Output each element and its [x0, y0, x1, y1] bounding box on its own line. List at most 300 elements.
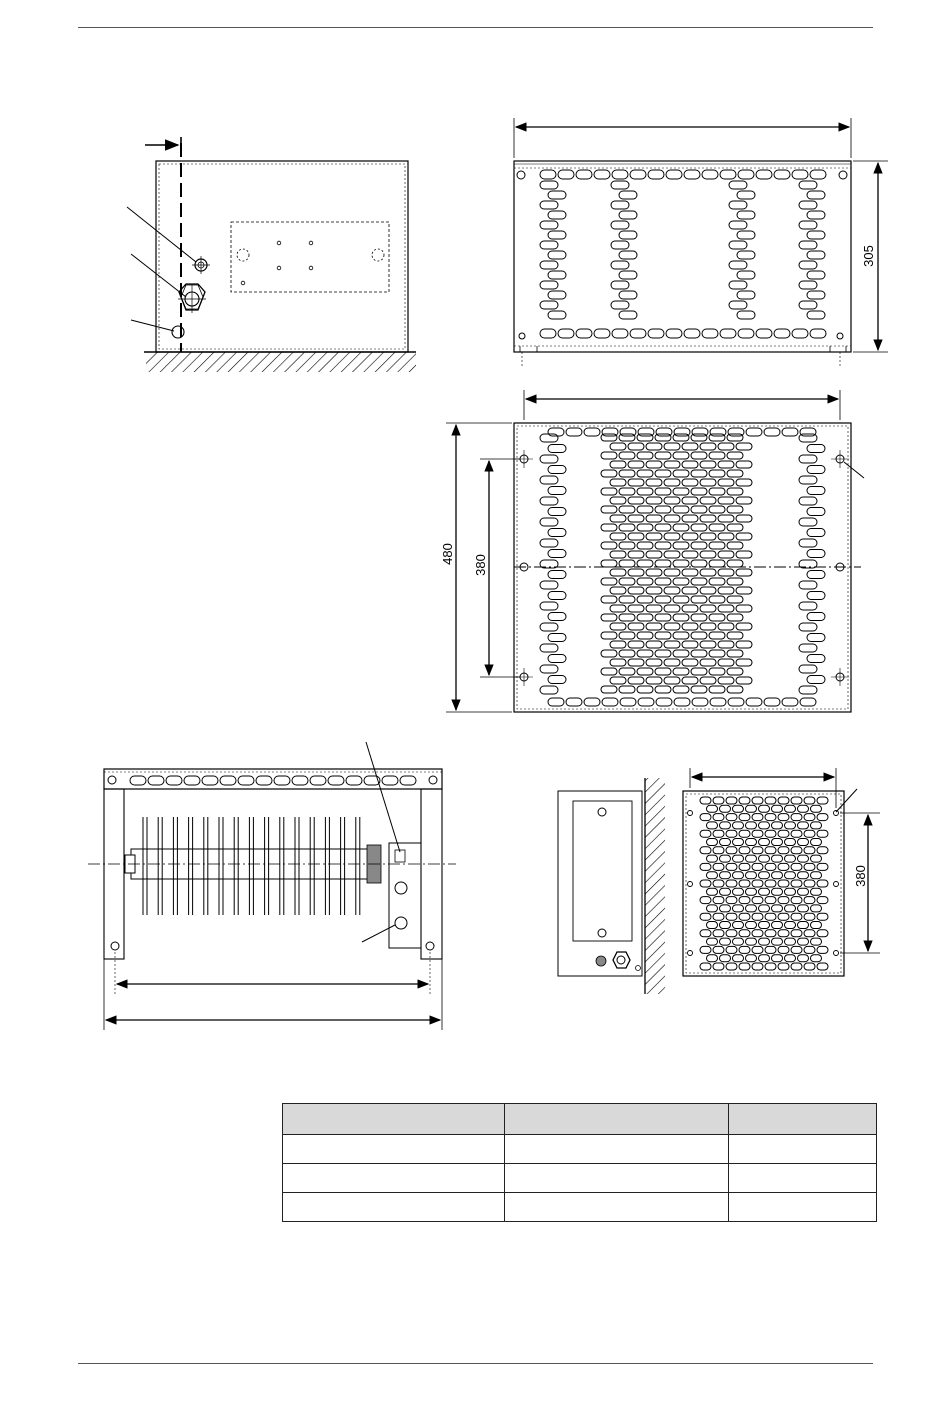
vent-slot — [130, 776, 146, 785]
vent-slot — [799, 301, 817, 309]
vent-slot — [746, 905, 757, 912]
vent-slot — [540, 539, 558, 547]
vent-slot — [807, 311, 825, 319]
vent-slot — [785, 888, 796, 895]
vent-slot — [610, 569, 626, 576]
vent-slot — [739, 847, 750, 854]
vent-slot — [799, 261, 817, 269]
vent-slot — [540, 281, 558, 289]
side-view — [127, 137, 416, 372]
vent-slot — [718, 677, 734, 684]
vent-slot — [720, 872, 731, 879]
vent-slot — [540, 581, 558, 589]
earth-stud — [172, 326, 184, 338]
vent-slot — [736, 659, 752, 666]
vent-slot — [548, 550, 566, 558]
vent-slot — [637, 578, 653, 585]
vent-slot — [682, 497, 698, 504]
vent-slot — [791, 847, 802, 854]
vent-slot — [799, 201, 817, 209]
vent-slot — [611, 301, 629, 309]
vent-slot — [727, 524, 743, 531]
vent-slot — [804, 814, 815, 821]
vent-slot — [700, 515, 716, 522]
vent-slot — [759, 839, 770, 846]
vent-slot — [328, 776, 344, 785]
vent-slot — [791, 913, 802, 920]
vent-slot — [540, 665, 558, 673]
vent-slot — [752, 897, 763, 904]
dim-label-305: 305 — [861, 245, 876, 267]
vent-slot — [733, 938, 744, 945]
vent-slot — [737, 211, 755, 219]
vent-slot — [584, 698, 600, 706]
vent-slot — [772, 888, 783, 895]
vent-slot — [619, 668, 635, 675]
vent-slot — [726, 880, 737, 887]
vent-slot — [737, 231, 755, 239]
vent-slot — [700, 946, 711, 953]
vent-slot — [736, 533, 752, 540]
vent-slot — [733, 955, 744, 962]
vent-slot — [691, 524, 707, 531]
vent-slot — [737, 271, 755, 279]
vent-slot — [752, 830, 763, 837]
vent-slot — [785, 955, 796, 962]
vent-slot — [817, 930, 828, 937]
vent-slot — [729, 221, 747, 229]
vent-slot — [718, 605, 734, 612]
table-cell — [505, 1164, 729, 1193]
vent-slot — [817, 797, 828, 804]
vent-slot — [611, 181, 629, 189]
vent-slot — [752, 913, 763, 920]
vent-slot — [400, 776, 416, 785]
vent-slot — [655, 596, 671, 603]
vent-slot — [804, 830, 815, 837]
vent-slot — [804, 913, 815, 920]
vent-slot — [655, 506, 671, 513]
vent-slot — [772, 822, 783, 829]
vent-slot — [772, 872, 783, 879]
vent-slot — [382, 776, 398, 785]
vent-slot — [602, 698, 618, 706]
vent-slot — [710, 698, 726, 706]
vent-slot — [799, 497, 817, 505]
vent-slot — [733, 855, 744, 862]
vent-slot — [682, 587, 698, 594]
vent-slot — [700, 659, 716, 666]
vent-slot — [709, 452, 725, 459]
vent-slot — [729, 181, 747, 189]
bottom-rule — [78, 1363, 873, 1364]
vent-slot — [746, 822, 757, 829]
vent-slot — [778, 814, 789, 821]
vent-slot — [791, 814, 802, 821]
table-cell — [283, 1164, 505, 1193]
vent-slot — [619, 506, 635, 513]
vent-slot — [738, 170, 754, 179]
vent-slot — [804, 797, 815, 804]
vent-slot — [765, 830, 776, 837]
vent-slot — [811, 938, 822, 945]
vent-slot — [691, 686, 707, 693]
vent-slot — [782, 698, 798, 706]
vent-slot — [756, 329, 772, 338]
vent-slot — [540, 261, 558, 269]
vent-slot — [601, 560, 617, 567]
vent-slot — [709, 488, 725, 495]
vent-slot — [700, 623, 716, 630]
vent-slot — [726, 847, 737, 854]
vent-slot — [778, 946, 789, 953]
vent-slot — [630, 329, 646, 338]
vent-slot — [713, 797, 724, 804]
vent-slot — [691, 560, 707, 567]
vent-slot — [346, 776, 362, 785]
vent-slot — [817, 863, 828, 870]
vent-slot — [682, 461, 698, 468]
vent-slot — [610, 443, 626, 450]
vent-slot — [601, 596, 617, 603]
vent-slot — [619, 291, 637, 299]
vent-slot — [619, 614, 635, 621]
vent-slot — [601, 650, 617, 657]
vent-slot — [791, 797, 802, 804]
vent-slot — [166, 776, 182, 785]
vent-slot — [720, 922, 731, 929]
vent-slot — [720, 805, 731, 812]
vent-slot — [718, 479, 734, 486]
vent-slot — [778, 963, 789, 970]
vent-slot — [691, 668, 707, 675]
vent-slot — [184, 776, 200, 785]
vent-slot — [807, 592, 825, 600]
vent-slot — [804, 946, 815, 953]
vent-slot — [637, 614, 653, 621]
vent-slot — [774, 329, 790, 338]
vent-slot — [619, 470, 635, 477]
vent-slot — [612, 329, 628, 338]
vent-slot — [804, 897, 815, 904]
vent-slot — [558, 329, 574, 338]
vent-slot — [692, 698, 708, 706]
vent-slot — [619, 251, 637, 259]
side-view-housing-inner — [159, 164, 405, 349]
vent-slot — [611, 261, 629, 269]
vent-slot — [700, 587, 716, 594]
vent-slot — [628, 461, 644, 468]
vent-slot — [811, 955, 822, 962]
vent-slot — [256, 776, 272, 785]
vent-slot — [817, 880, 828, 887]
vent-slot — [548, 655, 566, 663]
vent-slot — [811, 905, 822, 912]
front-view — [514, 118, 888, 366]
vent-slot — [811, 855, 822, 862]
vent-slot — [637, 596, 653, 603]
vent-slot — [548, 211, 566, 219]
vent-slot — [700, 963, 711, 970]
vent-slot — [202, 776, 218, 785]
vent-slot — [655, 650, 671, 657]
vent-slot — [707, 938, 718, 945]
small-unit-side-view — [558, 778, 665, 994]
vent-slot — [664, 605, 680, 612]
vent-slot — [682, 479, 698, 486]
vent-slot — [718, 497, 734, 504]
vent-slot — [778, 930, 789, 937]
vent-slot — [548, 271, 566, 279]
vent-slot — [691, 614, 707, 621]
vent-slot — [807, 655, 825, 663]
vent-slot — [720, 888, 731, 895]
vent-slot — [752, 797, 763, 804]
vent-slot — [799, 476, 817, 484]
vent-slot — [610, 533, 626, 540]
vent-slot — [540, 644, 558, 652]
vent-slot — [804, 930, 815, 937]
vent-slot — [611, 281, 629, 289]
vent-slot — [778, 797, 789, 804]
vent-slot — [707, 855, 718, 862]
vent-slot — [682, 443, 698, 450]
vent-slot — [727, 470, 743, 477]
vent-slot — [739, 880, 750, 887]
vent-slot — [739, 930, 750, 937]
vent-slot — [811, 922, 822, 929]
vent-slot — [682, 605, 698, 612]
vent-slot — [673, 524, 689, 531]
vent-slot — [540, 686, 558, 694]
vent-slot — [807, 466, 825, 474]
vent-slot — [799, 281, 817, 289]
vent-slot — [752, 963, 763, 970]
vent-slot — [700, 830, 711, 837]
vent-slot — [628, 533, 644, 540]
vent-slot — [709, 632, 725, 639]
vent-slot — [785, 922, 796, 929]
vent-slot — [637, 506, 653, 513]
vent-slot — [619, 211, 637, 219]
vent-slot — [807, 211, 825, 219]
vent-slot — [684, 170, 700, 179]
vent-slot — [584, 428, 600, 436]
vent-slot — [727, 578, 743, 585]
vent-slot — [759, 855, 770, 862]
vent-slot — [548, 291, 566, 299]
vent-slot — [737, 251, 755, 259]
vent-slot — [548, 487, 566, 495]
vent-slot — [727, 488, 743, 495]
vent-slot — [798, 822, 809, 829]
vent-slot — [713, 863, 724, 870]
table-cell — [729, 1164, 877, 1193]
vent-slot — [709, 650, 725, 657]
vent-slot — [799, 241, 817, 249]
vent-slot — [727, 686, 743, 693]
table-header-row — [283, 1104, 877, 1135]
vent-slot — [811, 888, 822, 895]
vent-slot — [739, 830, 750, 837]
vent-slot — [619, 560, 635, 567]
vent-slot — [800, 428, 816, 436]
vent-slot — [713, 963, 724, 970]
vent-slot — [739, 863, 750, 870]
vent-slot — [637, 650, 653, 657]
vent-slot — [746, 872, 757, 879]
vent-slot — [646, 461, 662, 468]
vent-slot — [799, 602, 817, 610]
vent-slot — [666, 170, 682, 179]
vent-slot — [759, 938, 770, 945]
vent-slot — [765, 814, 776, 821]
vent-slot — [713, 913, 724, 920]
vent-slot — [619, 311, 637, 319]
vent-slot — [664, 641, 680, 648]
vent-slot — [746, 839, 757, 846]
vent-slot — [799, 221, 817, 229]
vent-slot — [655, 470, 671, 477]
vent-slot — [736, 443, 752, 450]
vent-slot — [566, 428, 582, 436]
dim-label-480: 480 — [440, 543, 455, 565]
vent-slot — [733, 822, 744, 829]
vent-slot — [778, 830, 789, 837]
vent-slot — [637, 524, 653, 531]
vent-slot — [737, 291, 755, 299]
vent-slot — [700, 569, 716, 576]
vent-slot — [817, 814, 828, 821]
vent-slot — [646, 623, 662, 630]
vent-slot — [765, 930, 776, 937]
vent-slot — [637, 542, 653, 549]
vent-slot — [619, 271, 637, 279]
vent-slot — [601, 614, 617, 621]
vent-slot — [576, 329, 592, 338]
vent-slot — [628, 623, 644, 630]
vent-slot — [700, 863, 711, 870]
vent-slot — [726, 897, 737, 904]
vent-slot — [746, 855, 757, 862]
vent-slot — [726, 797, 737, 804]
vent-slot — [764, 428, 780, 436]
vent-slot — [673, 488, 689, 495]
vent-slot — [739, 814, 750, 821]
vent-slot — [700, 533, 716, 540]
vent-slot — [718, 443, 734, 450]
vent-slot — [673, 686, 689, 693]
vent-slot — [655, 452, 671, 459]
table-row — [283, 1164, 877, 1193]
vent-slot — [664, 623, 680, 630]
vent-slot — [756, 170, 772, 179]
vent-slot — [713, 897, 724, 904]
interior-view — [88, 742, 456, 1030]
vent-slot — [610, 677, 626, 684]
vent-slot — [655, 614, 671, 621]
vent-slot — [718, 587, 734, 594]
table-header-cell — [283, 1104, 505, 1135]
vent-slot — [772, 805, 783, 812]
vent-slot — [691, 506, 707, 513]
vent-slot — [729, 281, 747, 289]
vent-slot — [700, 479, 716, 486]
vent-slot — [540, 497, 558, 505]
vent-slot — [646, 443, 662, 450]
vent-slot — [656, 698, 672, 706]
vent-slot — [807, 676, 825, 684]
vent-slot — [727, 596, 743, 603]
vent-slot — [811, 872, 822, 879]
vent-slot — [817, 946, 828, 953]
vent-slot — [746, 428, 762, 436]
vent-slot — [718, 641, 734, 648]
vent-slot — [548, 508, 566, 516]
vent-slot — [791, 880, 802, 887]
vent-slot — [718, 461, 734, 468]
vent-slot — [720, 170, 736, 179]
vent-slot — [799, 539, 817, 547]
vent-slot — [729, 201, 747, 209]
small-unit-top-view — [683, 768, 880, 976]
vent-slot — [752, 863, 763, 870]
vent-slot — [720, 855, 731, 862]
vent-slot — [655, 524, 671, 531]
vent-slot — [798, 888, 809, 895]
vent-slot — [718, 659, 734, 666]
vent-slot — [733, 805, 744, 812]
vent-slot — [646, 479, 662, 486]
vent-slot — [807, 571, 825, 579]
vent-slot — [612, 170, 628, 179]
vent-slot — [746, 955, 757, 962]
vent-slot — [610, 641, 626, 648]
vent-slot — [791, 930, 802, 937]
vent-slot — [746, 805, 757, 812]
vent-slot — [736, 497, 752, 504]
vent-slot — [619, 596, 635, 603]
vent-slot — [548, 592, 566, 600]
vent-slot — [646, 605, 662, 612]
vent-slot — [691, 578, 707, 585]
table-cell — [505, 1193, 729, 1222]
vent-slot — [811, 805, 822, 812]
vent-slot — [764, 698, 780, 706]
vent-slot — [628, 677, 644, 684]
vent-slot — [637, 452, 653, 459]
vent-slot — [709, 614, 725, 621]
vent-slot — [664, 479, 680, 486]
vent-slot — [646, 659, 662, 666]
vent-slot — [540, 602, 558, 610]
vent-slot — [611, 241, 629, 249]
table-row — [283, 1193, 877, 1222]
vent-slot — [601, 578, 617, 585]
vent-slot — [720, 839, 731, 846]
vent-slot — [646, 551, 662, 558]
vent-slot — [752, 930, 763, 937]
vent-slot — [727, 632, 743, 639]
vent-slot — [709, 560, 725, 567]
vent-slot — [720, 822, 731, 829]
vent-slot — [548, 231, 566, 239]
vent-slot — [628, 659, 644, 666]
vent-slot — [540, 455, 558, 463]
vent-slot — [637, 560, 653, 567]
vent-slot — [798, 955, 809, 962]
vent-slot — [778, 913, 789, 920]
